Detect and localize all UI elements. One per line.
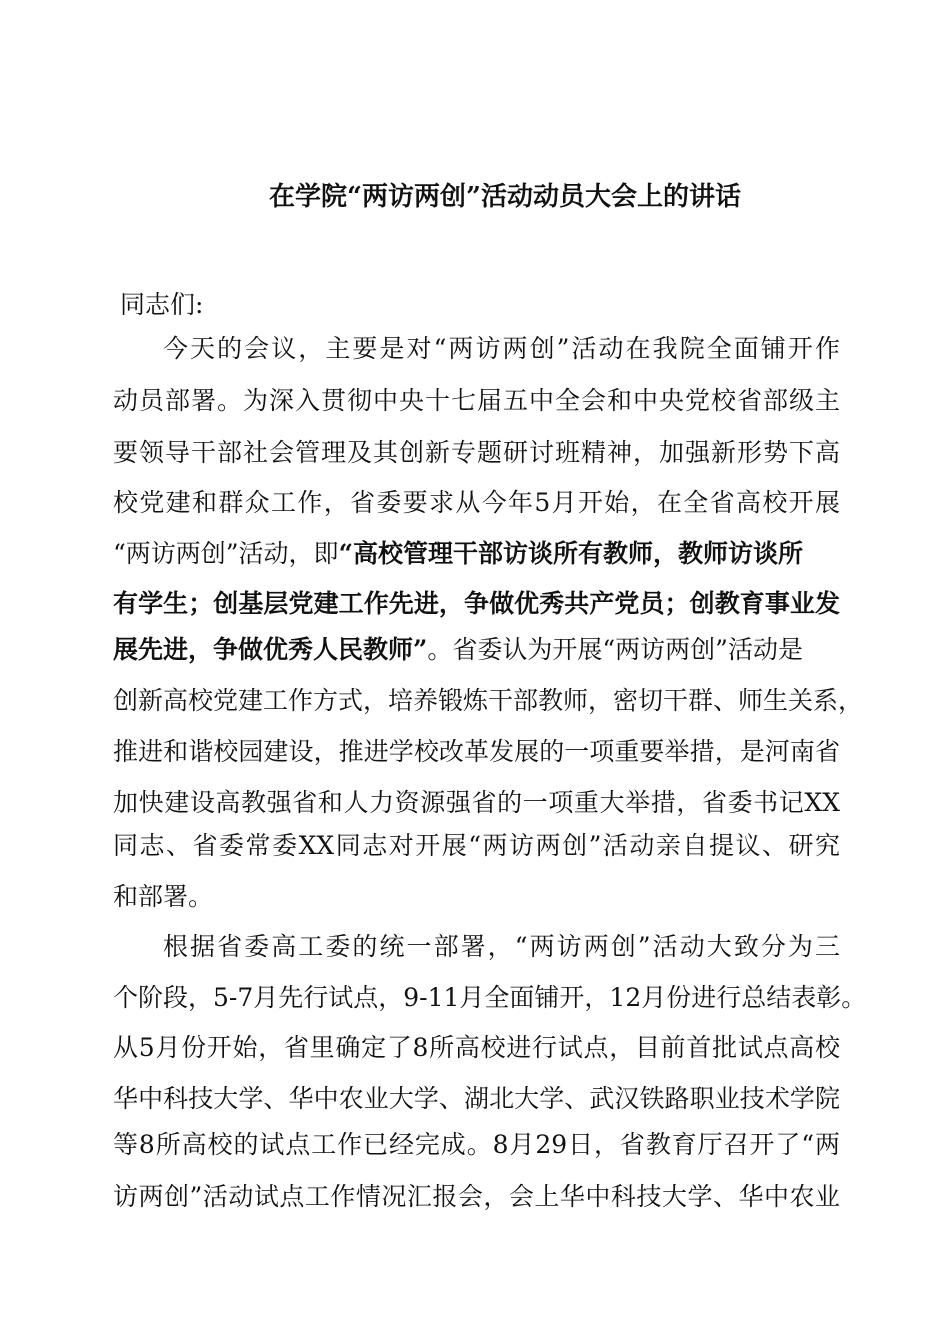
paragraph-1-line-12: 和部署。: [113, 882, 214, 911]
line-5-bold-text: “高校管理干部访谈所有教师，教师访谈所: [338, 539, 803, 568]
line-7-bold-text: 展先进，争做优秀人民教师”: [113, 635, 428, 664]
paragraph-1-line-11: 同志、省委常委XX同志对开展“两访两创”活动亲自提议、研究: [113, 831, 840, 860]
paragraph-1-line-8: 创新高校党建工作方式，培养锻炼干部教师，密切干群、师生关系，: [113, 686, 864, 715]
paragraph-1-line-4: 校党建和群众工作，省委要求从今年5月开始，在全省高校开展: [113, 488, 840, 517]
paragraph-1-line-3: 要领导干部社会管理及其创新专题研讨班精神，加强新形势下高: [113, 438, 840, 467]
paragraph-2-line-2: 个阶段，5-7月先行试点，9-11月全面铺开，12月份进行总结表彰。: [113, 983, 867, 1012]
paragraph-1-line-1: 今天的会议，主要是对“两访两创”活动在我院全面铺开作: [163, 334, 840, 363]
paragraph-1-line-7: [113, 633, 840, 667]
paragraph-1-line-6: 有学生；创基层党建工作先进，争做优秀共产党员；创教育事业发: [113, 589, 840, 618]
paragraph-2-line-1: 根据省委高工委的统一部署，“两访两创”活动大致分为三: [163, 932, 840, 961]
line-7-text: 。省委认为开展“两访两创”活动是: [427, 635, 803, 664]
paragraph-2-line-6: 访两创”活动试点工作情况汇报会，会上华中科技大学、华中农业: [113, 1182, 840, 1211]
paragraph-2-line-4: 华中科技大学、华中农业大学、湖北大学、武汉铁路职业技术学院: [113, 1084, 840, 1113]
paragraph-1-line-2: 动员部署。为深入贯彻中央十七届五中全会和中央党校省部级主: [113, 386, 840, 415]
salutation: 同志们:: [120, 290, 204, 319]
document-title: 在学院“两访两创”活动动员大会上的讲话: [269, 182, 741, 212]
paragraph-1-line-9: 推进和谐校园建设，推进学校改革发展的一项重要举措，是河南省: [113, 737, 840, 766]
paragraph-2-line-5: 等8所高校的试点工作已经完成。8月29日，省教育厅召开了“两: [113, 1130, 840, 1159]
line-5-text: “两访两创”活动，即: [113, 539, 339, 568]
paragraph-1-line-5: [113, 537, 840, 571]
paragraph-2-line-3: 从5月份开始，省里确定了8所高校进行试点，目前首批试点高校: [113, 1033, 840, 1062]
paragraph-1-line-10: 加快建设高教强省和人力资源强省的一项重大举措，省委书记XX: [113, 788, 840, 817]
